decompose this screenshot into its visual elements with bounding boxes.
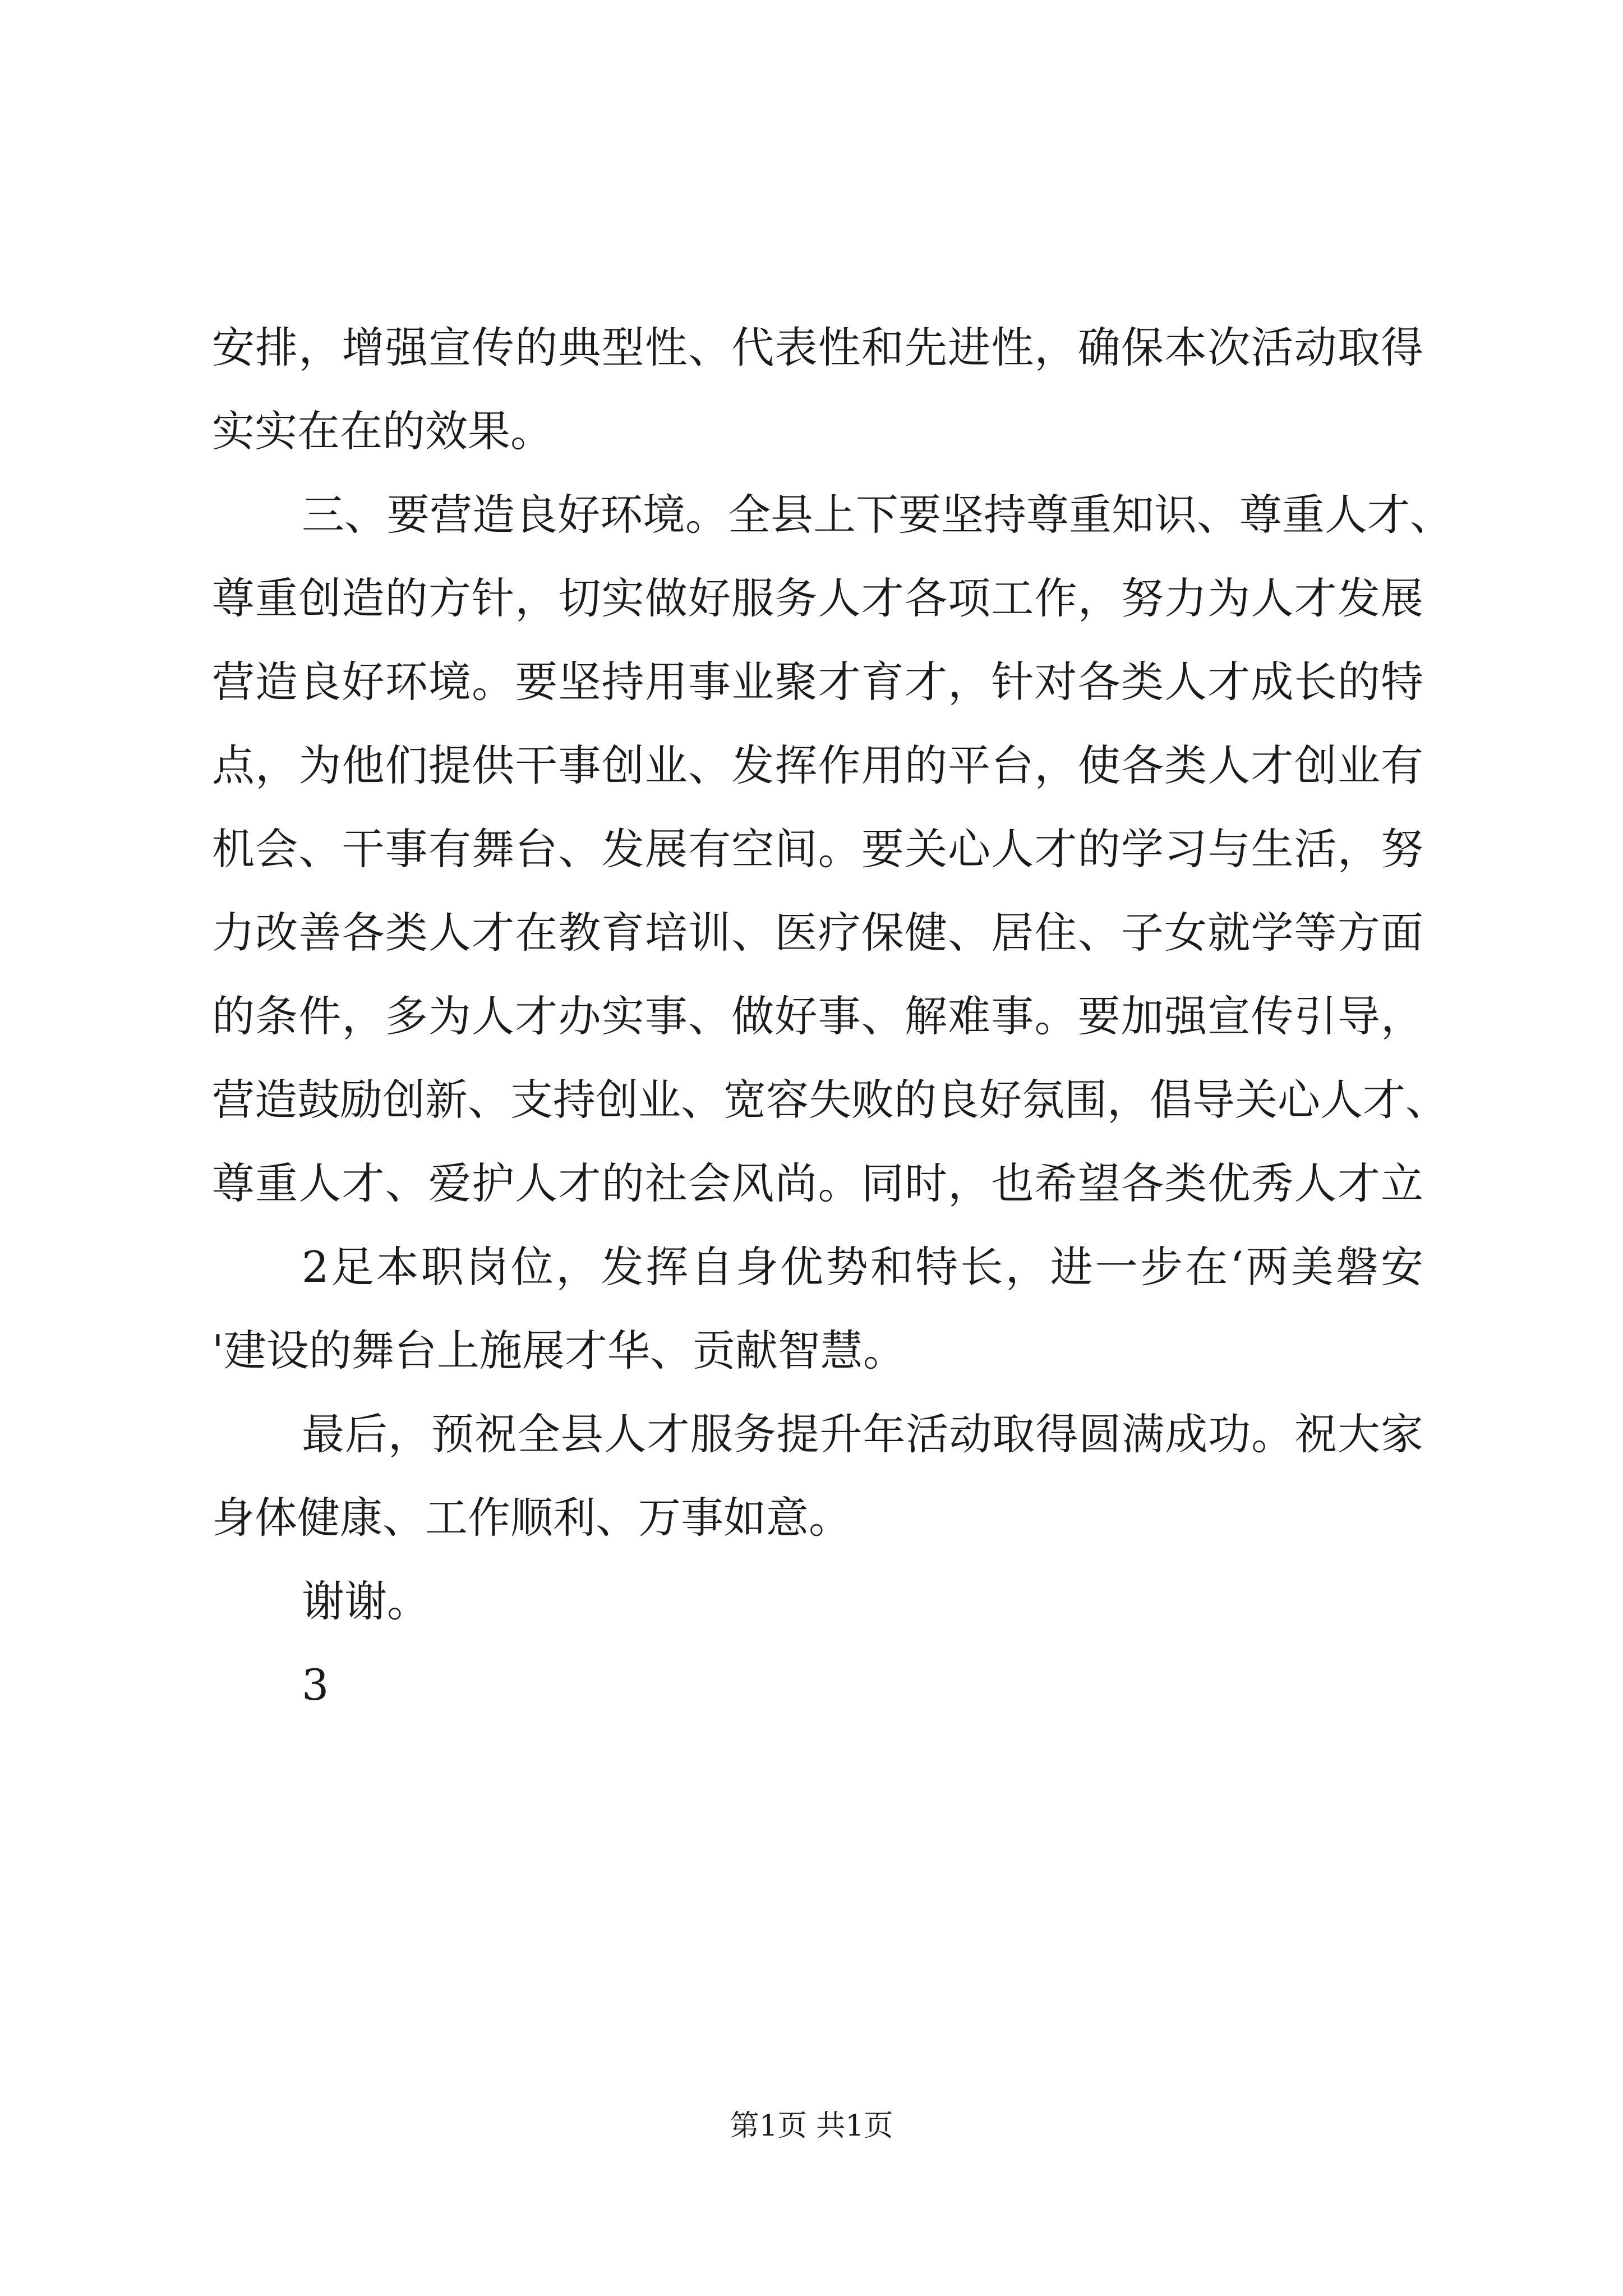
text-line: 营造鼓励创新、支持创业、宽容失败的良好氛围，倡导关心人才、: [212, 1075, 1448, 1125]
text-line: 的条件，多为人才办实事、做好事、解难事。要加强宣传引导，: [212, 991, 1423, 1041]
text-line: 谢谢。: [302, 1576, 430, 1626]
text-line: 身体健康、工作顺利、万事如意。: [212, 1493, 851, 1543]
text-line: 营造良好环境。要坚持用事业聚才育才，针对各类人才成长的特: [212, 657, 1423, 707]
text-line: 2足本职岗位，发挥自身优势和特长，进一步在‘两美磐安: [302, 1242, 1423, 1292]
text-line: '建设的舞台上施展才华、贡献智慧。: [212, 1326, 906, 1375]
page-number-inline: 3: [302, 1660, 329, 1710]
text-line: 力改善各类人才在教育培训、医疗保健、居住、子女就学等方面: [212, 908, 1423, 958]
page-footer: 第1页 共1页: [730, 2109, 893, 2143]
text-line: 安排，增强宣传的典型性、代表性和先进性，确保本次活动取得: [212, 323, 1423, 372]
text-line: 实实在在的效果。: [212, 406, 553, 456]
text-line: 机会、干事有舞台、发展有空间。要关心人才的学习与生活，努: [212, 824, 1423, 874]
text-line: 点，为他们提供干事创业、发挥作用的平台，使各类人才创业有: [212, 740, 1423, 790]
text-line: 三、要营造良好环境。全县上下要坚持尊重知识、尊重人才、: [302, 490, 1453, 540]
document-body: [212, 306, 1453, 1727]
text-line: 最后，预祝全县人才服务提升年活动取得圆满成功。祝大家: [302, 1409, 1423, 1459]
text-line: 尊重人才、爱护人才的社会风尚。同时，也希望各类优秀人才立: [212, 1158, 1423, 1208]
text-line: 尊重创造的方针，切实做好服务人才各项工作，努力为人才发展: [212, 573, 1423, 623]
